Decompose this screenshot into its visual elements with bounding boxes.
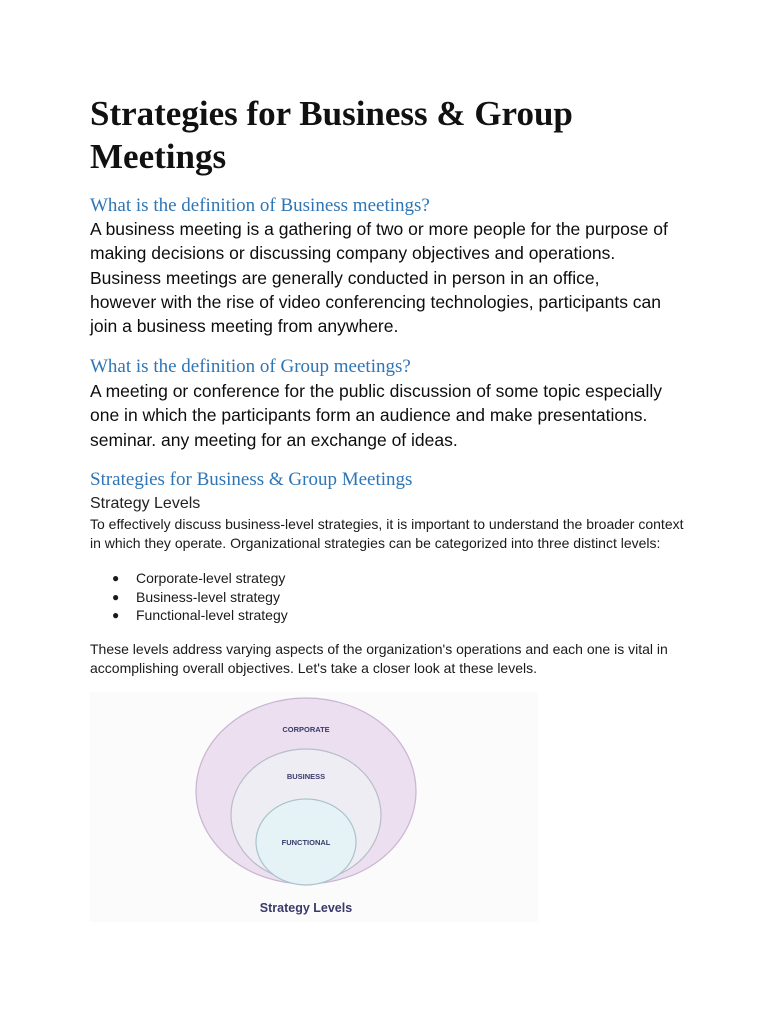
- group-meetings-text: A meeting or conference for the public discussion of some topic especially one in which the participants form an audience and make presentations. seminar. any meeting for an exchange of ideas.: [90, 381, 662, 450]
- strategies-heading: Strategies for Business & Group Meetings: [90, 469, 413, 490]
- list-item: [90, 569, 288, 588]
- list-item: [90, 588, 288, 607]
- strategy-levels-list: [90, 569, 288, 625]
- list-item-label: Corporate-level strategy: [136, 570, 286, 586]
- bullet-icon: ●: [112, 589, 120, 604]
- business-meetings-heading: What is the definition of Business meetings?: [90, 195, 430, 216]
- functional-label: FUNCTIONAL: [281, 838, 331, 847]
- bullet-icon: ●: [112, 608, 120, 622]
- corporate-label: CORPORATE: [282, 725, 330, 734]
- group-meetings-heading: What is the definition of Group meetings?: [90, 356, 411, 377]
- bullet-icon: ●: [112, 571, 120, 585]
- strategy-levels-intro: To effectively discuss business-level strategies, it is important to understand the broader context in which they operate. Organizational strategies can be categorized into three distinct levels:: [90, 516, 684, 551]
- list-item: [90, 606, 288, 625]
- list-item-label: Functional-level strategy: [136, 607, 288, 623]
- list-item-label: Business-level strategy: [136, 588, 280, 605]
- diagram-caption: Strategy Levels: [259, 901, 353, 915]
- strategy-levels-closing: These levels address varying aspects of the organization's operations and each one is vital in accomplishing overall objectives. Let's take a closer look at these levels.: [90, 641, 668, 676]
- strategy-levels-subheading: Strategy Levels: [90, 495, 201, 512]
- page-title: Strategies for Business & Group Meetings: [90, 94, 573, 176]
- strategy-levels-svg: [90, 692, 538, 922]
- business-meetings-text: A business meeting is a gathering of two or more people for the purpose of making decisions or discussing company objectives and operations. Business meetings are generally conducted in person in an office, however with the rise of video conferencing technologies, participants can join a business meeting from anywhere.: [90, 219, 668, 337]
- strategy-levels-diagram: [90, 692, 538, 922]
- business-label: BUSINESS: [286, 772, 326, 781]
